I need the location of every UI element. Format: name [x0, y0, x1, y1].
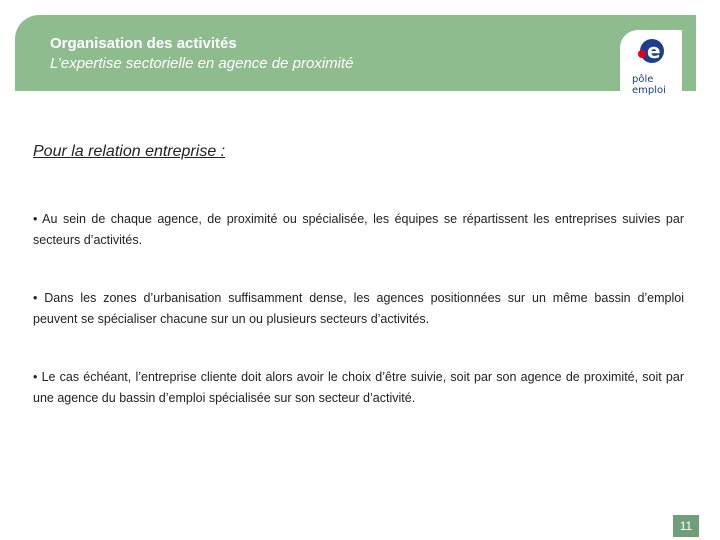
slide-subtitle: L’expertise sectorielle en agence de proximité: [50, 55, 354, 72]
paragraph-2: • Dans les zones d’urbanisation suffisamment dense, les agences positionnées sur un même bassin d’emploi peuvent se spécialiser chacune sur un ou plusieurs secteurs d’activités.: [33, 291, 684, 326]
pole-emploi-logo: [620, 30, 682, 96]
header-banner: [15, 15, 696, 91]
paragraph-3: • Le cas échéant, l’entreprise cliente doit alors avoir le choix d’être suivie, soit par son agence de proximité, soit par une agence du bassin d’emploi spécialisée sur son secteur d’activité.: [33, 370, 684, 405]
logo-text: pôle emploi: [632, 74, 666, 96]
logo-letter: e: [647, 39, 661, 63]
logo-dot-icon: [638, 50, 646, 58]
slide-title: Organisation des activités: [50, 35, 237, 52]
section-title: Pour la relation entreprise :: [33, 143, 226, 160]
page-number: 11: [673, 515, 699, 537]
paragraph-1: • Au sein de chaque agence, de proximité ou spécialisée, les équipes se répartissent les entreprises suivies par secteurs d’activités.: [33, 212, 684, 247]
